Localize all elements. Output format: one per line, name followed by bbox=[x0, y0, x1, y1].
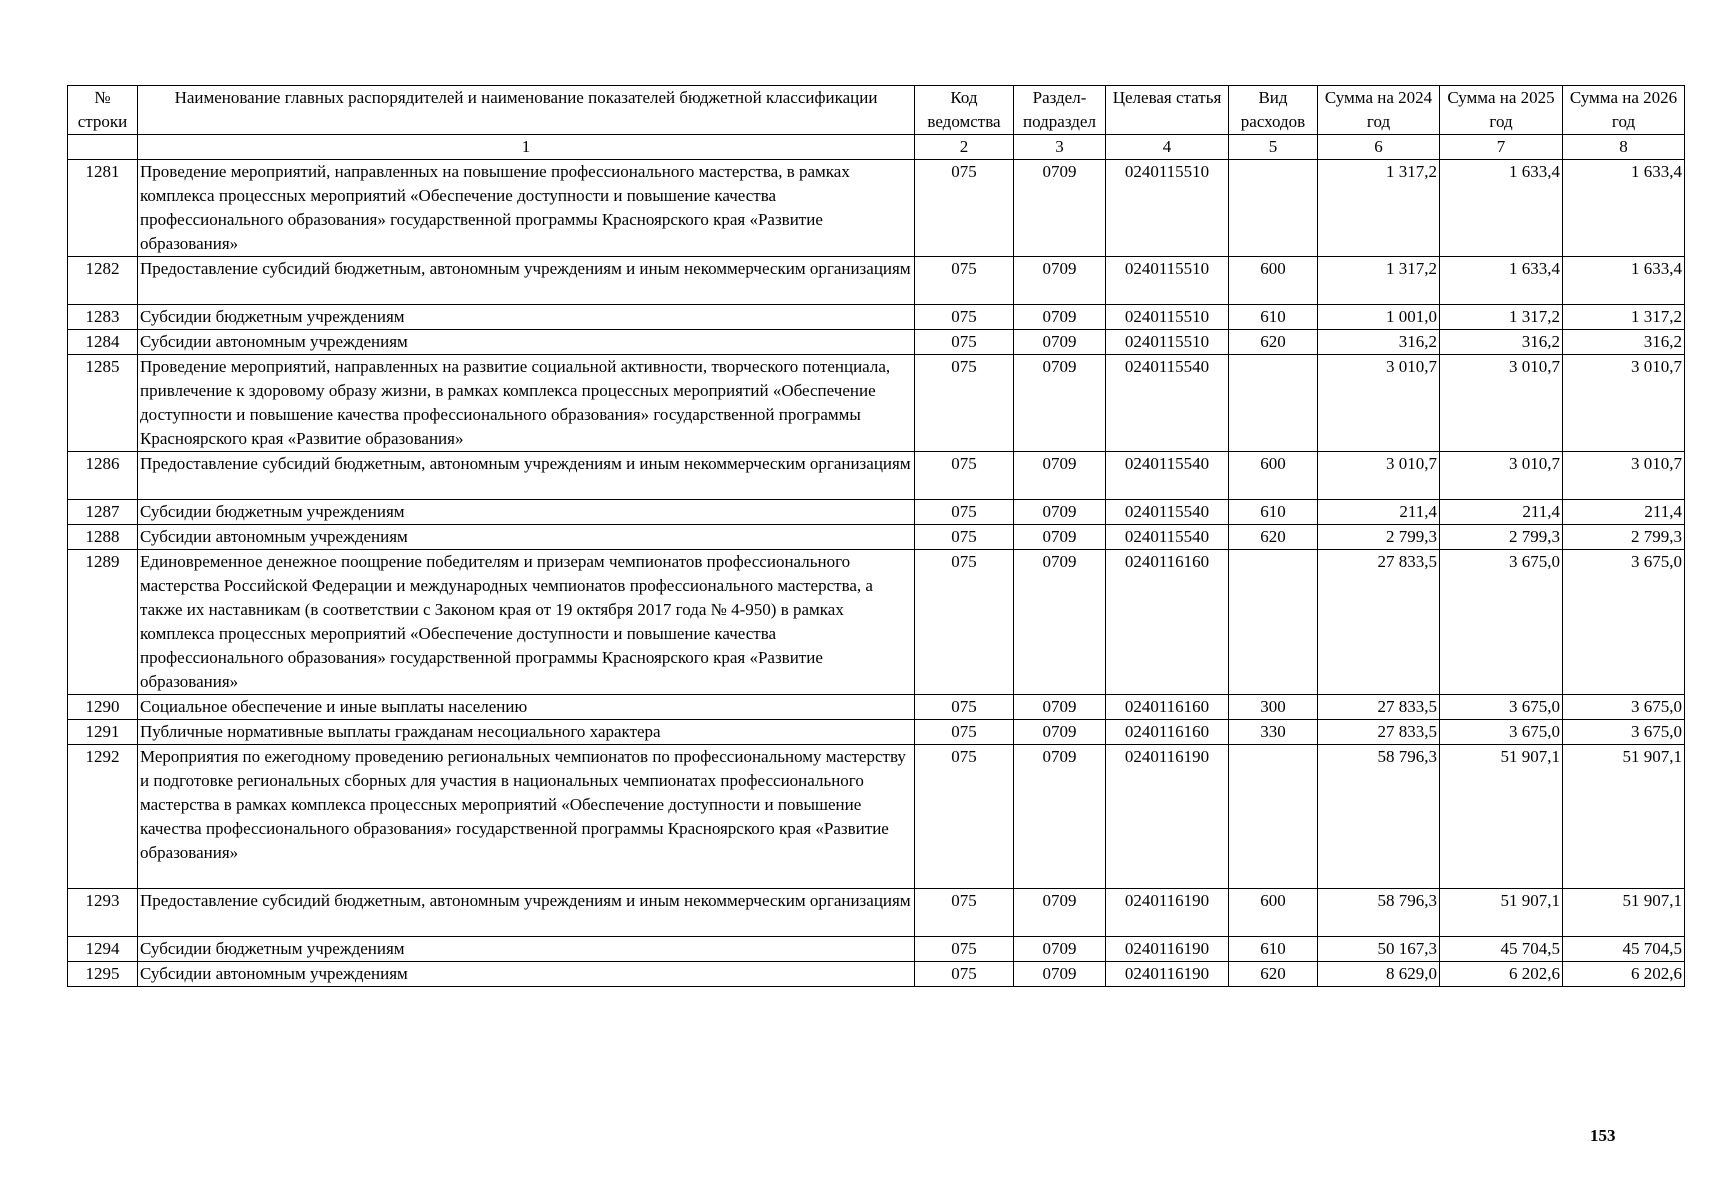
row-target-article: 0240115540 bbox=[1106, 355, 1229, 452]
column-index: 1 bbox=[138, 135, 915, 160]
row-expense-type: 610 bbox=[1229, 500, 1318, 525]
row-department-code: 075 bbox=[915, 962, 1014, 987]
row-sum-2025: 3 010,7 bbox=[1440, 452, 1563, 500]
row-name: Единовременное денежное поощрение победителям и призерам чемпионатов профессионального мастерства Российской Федерации и международных чемпионатов профессионального мастерства, а также их наставникам (в соответствии с Законом края от 19 октября 2017 года № 4-950) в рамках комплекса процессных мероприятий «Обеспечение доступности и повышение качества профессионального образования» государственной программы Красноярского края «Развитие образования» bbox=[138, 550, 915, 695]
row-number: 1293 bbox=[68, 889, 138, 937]
row-sum-2025: 1 633,4 bbox=[1440, 257, 1563, 305]
column-index: 2 bbox=[915, 135, 1014, 160]
row-sum-2025: 6 202,6 bbox=[1440, 962, 1563, 987]
table-row bbox=[68, 257, 1685, 305]
row-sum-2024: 211,4 bbox=[1318, 500, 1440, 525]
header-name: Наименование главных распорядителей и наименование показателей бюджетной классификации bbox=[138, 86, 915, 135]
table-row bbox=[68, 889, 1685, 937]
row-name: Предоставление субсидий бюджетным, автономным учреждениям и иным некоммерческим организациям bbox=[138, 257, 915, 305]
row-sum-2026: 1 633,4 bbox=[1563, 257, 1685, 305]
row-sum-2026: 45 704,5 bbox=[1563, 937, 1685, 962]
table-row bbox=[68, 160, 1685, 257]
row-number: 1289 bbox=[68, 550, 138, 695]
column-index: 6 bbox=[1318, 135, 1440, 160]
row-section: 0709 bbox=[1014, 550, 1106, 695]
row-section: 0709 bbox=[1014, 889, 1106, 937]
row-target-article: 0240116190 bbox=[1106, 745, 1229, 889]
row-department-code: 075 bbox=[915, 355, 1014, 452]
table-row bbox=[68, 500, 1685, 525]
budget-table bbox=[67, 85, 1685, 987]
row-sum-2026: 2 799,3 bbox=[1563, 525, 1685, 550]
row-number: 1291 bbox=[68, 720, 138, 745]
header-sum-2024: Сумма на 2024 год bbox=[1318, 86, 1440, 135]
row-target-article: 0240115540 bbox=[1106, 452, 1229, 500]
row-sum-2026: 211,4 bbox=[1563, 500, 1685, 525]
row-sum-2024: 3 010,7 bbox=[1318, 355, 1440, 452]
row-expense-type: 600 bbox=[1229, 889, 1318, 937]
row-sum-2025: 3 010,7 bbox=[1440, 355, 1563, 452]
row-sum-2026: 1 633,4 bbox=[1563, 160, 1685, 257]
row-sum-2025: 211,4 bbox=[1440, 500, 1563, 525]
row-expense-type bbox=[1229, 160, 1318, 257]
row-sum-2026: 3 010,7 bbox=[1563, 452, 1685, 500]
row-department-code: 075 bbox=[915, 452, 1014, 500]
row-sum-2026: 51 907,1 bbox=[1563, 745, 1685, 889]
table-row bbox=[68, 550, 1685, 695]
row-target-article: 0240116190 bbox=[1106, 937, 1229, 962]
row-sum-2025: 3 675,0 bbox=[1440, 550, 1563, 695]
header-department-code: Код ведомства bbox=[915, 86, 1014, 135]
row-target-article: 0240116160 bbox=[1106, 695, 1229, 720]
header-section: Раздел-подраздел bbox=[1014, 86, 1106, 135]
row-expense-type: 620 bbox=[1229, 962, 1318, 987]
row-target-article: 0240115540 bbox=[1106, 525, 1229, 550]
row-number: 1285 bbox=[68, 355, 138, 452]
row-target-article: 0240115510 bbox=[1106, 305, 1229, 330]
column-index bbox=[68, 135, 138, 160]
row-sum-2024: 27 833,5 bbox=[1318, 720, 1440, 745]
row-sum-2025: 3 675,0 bbox=[1440, 720, 1563, 745]
row-section: 0709 bbox=[1014, 355, 1106, 452]
row-name: Публичные нормативные выплаты гражданам несоциального характера bbox=[138, 720, 915, 745]
row-department-code: 075 bbox=[915, 160, 1014, 257]
row-section: 0709 bbox=[1014, 745, 1106, 889]
table-row bbox=[68, 452, 1685, 500]
column-index: 7 bbox=[1440, 135, 1563, 160]
row-number: 1283 bbox=[68, 305, 138, 330]
row-expense-type bbox=[1229, 550, 1318, 695]
row-name: Субсидии автономным учреждениям bbox=[138, 330, 915, 355]
row-department-code: 075 bbox=[915, 500, 1014, 525]
row-number: 1287 bbox=[68, 500, 138, 525]
row-sum-2026: 3 675,0 bbox=[1563, 695, 1685, 720]
row-sum-2025: 51 907,1 bbox=[1440, 745, 1563, 889]
row-sum-2025: 2 799,3 bbox=[1440, 525, 1563, 550]
row-number: 1281 bbox=[68, 160, 138, 257]
row-section: 0709 bbox=[1014, 160, 1106, 257]
row-sum-2026: 3 675,0 bbox=[1563, 720, 1685, 745]
row-number: 1284 bbox=[68, 330, 138, 355]
row-sum-2026: 6 202,6 bbox=[1563, 962, 1685, 987]
row-section: 0709 bbox=[1014, 695, 1106, 720]
row-expense-type: 600 bbox=[1229, 452, 1318, 500]
row-sum-2026: 3 675,0 bbox=[1563, 550, 1685, 695]
row-section: 0709 bbox=[1014, 500, 1106, 525]
row-sum-2024: 58 796,3 bbox=[1318, 889, 1440, 937]
table-row bbox=[68, 745, 1685, 889]
row-sum-2026: 1 317,2 bbox=[1563, 305, 1685, 330]
row-target-article: 0240115510 bbox=[1106, 160, 1229, 257]
row-sum-2026: 3 010,7 bbox=[1563, 355, 1685, 452]
table-row bbox=[68, 330, 1685, 355]
column-index: 5 bbox=[1229, 135, 1318, 160]
row-sum-2024: 27 833,5 bbox=[1318, 550, 1440, 695]
row-number: 1294 bbox=[68, 937, 138, 962]
row-sum-2025: 3 675,0 bbox=[1440, 695, 1563, 720]
row-sum-2025: 316,2 bbox=[1440, 330, 1563, 355]
row-name: Мероприятия по ежегодному проведению региональных чемпионатов по профессиональному мастерству и подготовке региональных сборных для участия в национальных чемпионатах профессионального мастерства в рамках комплекса процессных мероприятий «Обеспечение доступности и повышение качества профессионального образования» государственной программы Красноярского края «Развитие образования» bbox=[138, 745, 915, 889]
row-expense-type: 620 bbox=[1229, 330, 1318, 355]
row-expense-type bbox=[1229, 745, 1318, 889]
row-sum-2024: 1 317,2 bbox=[1318, 160, 1440, 257]
row-sum-2024: 8 629,0 bbox=[1318, 962, 1440, 987]
row-department-code: 075 bbox=[915, 525, 1014, 550]
table-row bbox=[68, 305, 1685, 330]
row-name: Социальное обеспечение и иные выплаты населению bbox=[138, 695, 915, 720]
row-target-article: 0240116160 bbox=[1106, 720, 1229, 745]
header-row-number: № строки bbox=[68, 86, 138, 135]
column-index: 4 bbox=[1106, 135, 1229, 160]
row-target-article: 0240115510 bbox=[1106, 330, 1229, 355]
row-department-code: 075 bbox=[915, 695, 1014, 720]
table-row bbox=[68, 937, 1685, 962]
header-sum-2026: Сумма на 2026 год bbox=[1563, 86, 1685, 135]
row-department-code: 075 bbox=[915, 889, 1014, 937]
row-sum-2024: 50 167,3 bbox=[1318, 937, 1440, 962]
row-name: Предоставление субсидий бюджетным, автономным учреждениям и иным некоммерческим организациям bbox=[138, 452, 915, 500]
row-expense-type: 600 bbox=[1229, 257, 1318, 305]
row-section: 0709 bbox=[1014, 452, 1106, 500]
row-section: 0709 bbox=[1014, 257, 1106, 305]
row-target-article: 0240116160 bbox=[1106, 550, 1229, 695]
page-number: 153 bbox=[1590, 1126, 1616, 1145]
row-department-code: 075 bbox=[915, 257, 1014, 305]
row-number: 1292 bbox=[68, 745, 138, 889]
row-target-article: 0240116190 bbox=[1106, 962, 1229, 987]
row-number: 1286 bbox=[68, 452, 138, 500]
row-sum-2024: 2 799,3 bbox=[1318, 525, 1440, 550]
row-sum-2024: 1 317,2 bbox=[1318, 257, 1440, 305]
row-sum-2025: 45 704,5 bbox=[1440, 937, 1563, 962]
row-sum-2026: 316,2 bbox=[1563, 330, 1685, 355]
row-sum-2025: 51 907,1 bbox=[1440, 889, 1563, 937]
row-number: 1282 bbox=[68, 257, 138, 305]
row-expense-type: 300 bbox=[1229, 695, 1318, 720]
row-section: 0709 bbox=[1014, 962, 1106, 987]
row-expense-type bbox=[1229, 355, 1318, 452]
row-name: Субсидии бюджетным учреждениям bbox=[138, 500, 915, 525]
row-name: Субсидии автономным учреждениям bbox=[138, 962, 915, 987]
row-name: Субсидии автономным учреждениям bbox=[138, 525, 915, 550]
row-number: 1288 bbox=[68, 525, 138, 550]
column-index: 3 bbox=[1014, 135, 1106, 160]
row-department-code: 075 bbox=[915, 720, 1014, 745]
row-expense-type: 610 bbox=[1229, 937, 1318, 962]
row-section: 0709 bbox=[1014, 937, 1106, 962]
row-department-code: 075 bbox=[915, 745, 1014, 889]
row-sum-2024: 1 001,0 bbox=[1318, 305, 1440, 330]
row-department-code: 075 bbox=[915, 305, 1014, 330]
row-name: Субсидии бюджетным учреждениям bbox=[138, 305, 915, 330]
header-target-article: Целевая статья bbox=[1106, 86, 1229, 135]
row-department-code: 075 bbox=[915, 550, 1014, 695]
row-sum-2025: 1 317,2 bbox=[1440, 305, 1563, 330]
row-expense-type: 610 bbox=[1229, 305, 1318, 330]
table-row bbox=[68, 962, 1685, 987]
row-target-article: 0240115540 bbox=[1106, 500, 1229, 525]
column-index-row bbox=[68, 135, 1685, 160]
row-section: 0709 bbox=[1014, 720, 1106, 745]
row-name: Субсидии бюджетным учреждениям bbox=[138, 937, 915, 962]
row-sum-2024: 58 796,3 bbox=[1318, 745, 1440, 889]
row-section: 0709 bbox=[1014, 525, 1106, 550]
row-department-code: 075 bbox=[915, 937, 1014, 962]
row-number: 1295 bbox=[68, 962, 138, 987]
table-row bbox=[68, 525, 1685, 550]
header-expense-type: Вид расходов bbox=[1229, 86, 1318, 135]
header-sum-2025: Сумма на 2025 год bbox=[1440, 86, 1563, 135]
table-header bbox=[68, 86, 1685, 160]
row-number: 1290 bbox=[68, 695, 138, 720]
table-body bbox=[68, 160, 1685, 987]
row-name: Проведение мероприятий, направленных на развитие социальной активности, творческого потенциала, привлечение к здоровому образу жизни, в рамках комплекса процессных мероприятий «Обеспечение доступности и повышение качества профессионального образования» государственной программы Красноярского края «Развитие образования» bbox=[138, 355, 915, 452]
column-index: 8 bbox=[1563, 135, 1685, 160]
row-sum-2025: 1 633,4 bbox=[1440, 160, 1563, 257]
row-sum-2026: 51 907,1 bbox=[1563, 889, 1685, 937]
row-sum-2024: 27 833,5 bbox=[1318, 695, 1440, 720]
row-name: Проведение мероприятий, направленных на повышение профессионального мастерства, в рамках комплекса процессных мероприятий «Обеспечение доступности и повышение качества профессионального образования» государственной программы Красноярского края «Развитие образования» bbox=[138, 160, 915, 257]
row-section: 0709 bbox=[1014, 330, 1106, 355]
row-section: 0709 bbox=[1014, 305, 1106, 330]
row-department-code: 075 bbox=[915, 330, 1014, 355]
table-row bbox=[68, 355, 1685, 452]
row-sum-2024: 3 010,7 bbox=[1318, 452, 1440, 500]
table-row bbox=[68, 720, 1685, 745]
row-target-article: 0240116190 bbox=[1106, 889, 1229, 937]
row-sum-2024: 316,2 bbox=[1318, 330, 1440, 355]
row-name: Предоставление субсидий бюджетным, автономным учреждениям и иным некоммерческим организациям bbox=[138, 889, 915, 937]
table-row bbox=[68, 695, 1685, 720]
row-expense-type: 620 bbox=[1229, 525, 1318, 550]
row-target-article: 0240115510 bbox=[1106, 257, 1229, 305]
row-expense-type: 330 bbox=[1229, 720, 1318, 745]
